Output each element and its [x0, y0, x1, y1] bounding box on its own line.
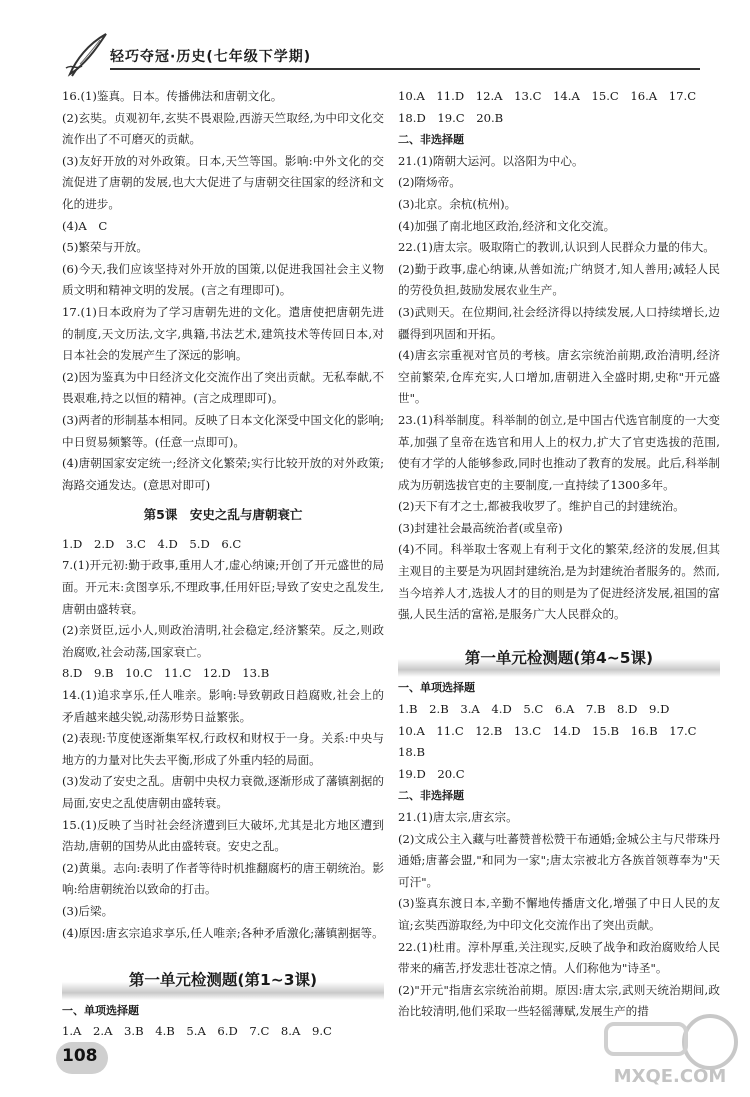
answer-line: 10.A 11.D 12.A 13.C 14.A 15.C 16.A 17.C: [398, 89, 697, 103]
answer-line: 22.(1)杜甫。淳朴厚重,关注现实,反映了战争和政治腐败给人民带来的痛苦,抒发悲壮苍凉之情。人们称他为"诗圣"。: [398, 939, 720, 976]
lesson-5-heading: 第5课 安史之乱与唐朝衰亡: [143, 507, 303, 523]
watermark-logo: [600, 1008, 740, 1092]
header-divider: [110, 68, 700, 70]
answer-line: (4)不同。科举取士客观上有利于文化的繁荣,经济的发展,但其主观目的主要是为巩固封建统治,是为封建统治者服务的。然而,当今培养人才,选拔人才的目的则是为了促进经济发展,祖国的富强,人民生活的富裕,是服务广大人民群众的。: [398, 542, 720, 622]
answer-line: (5)繁荣与开放。: [62, 240, 148, 255]
answer-line: 23.(1)科举制度。科举制的创立,是中国古代选官制度的一大变革,加强了皇帝在选官和用人上的权力,扩大了官吏选拔的范围,使有才学的人能够参政,同时也推动了教育的发展。此后,科举制成为历朝选拔官吏的主要制度,一直持续了1300多年。: [398, 412, 720, 492]
answer-line: 18.D 19.C 20.B: [398, 110, 504, 125]
answer-line: 1.A 2.A 3.B 4.B 5.A 6.D 7.C 8.A 9.C: [62, 1024, 332, 1039]
answer-line: (2)玄奘。贞观初年,玄奘不畏艰险,西游天竺取经,为中印文化交流作出了不可磨灭的贡献。: [62, 110, 384, 147]
unit-test-2-subheading: 二、非选择题: [398, 789, 464, 803]
unit-test-2-title: 第一单元检测题(第4~5课): [464, 648, 654, 667]
answer-line: (2)黄巢。志向:表明了作者等待时机推翻腐朽的唐王朝统治。影响:给唐朝统治以致命的打击。: [62, 860, 384, 897]
answer-line: (2)表现:节度使逐渐集军权,行政权和财权于一身。关系:中央与地方的力量对比失去平衡,形成了外重内轻的局面。: [62, 731, 384, 767]
answer-line: 1.D 2.D 3.C 4.D 5.D 6.C: [62, 536, 242, 551]
answer-line: (4)加强了南北地区政治,经济和文化交流。: [398, 218, 616, 233]
answer-line: (4)A C: [62, 218, 108, 233]
page-header: [62, 30, 702, 82]
unit-test-1-subheading: 一、单项选择题: [62, 1003, 139, 1017]
answer-line: (2)因为鉴真为中日经济文化交流作出了突出贡献。无私奉献,不畏艰难,持之以恒的精神。(言之成理即可)。: [62, 369, 384, 406]
answer-line: (3)武则天。在位期间,社会经济得以持续发展,人口持续增长,边疆得到巩固和开拓。: [398, 304, 720, 341]
answer-line: (4)唐玄宗重视对官员的考核。唐玄宗统治前期,政治清明,经济空前繁荣,仓库充实,人口增加,唐朝进入全盛时期,史称"开元盛世"。: [398, 348, 720, 406]
watermark-text: MXQE.COM: [613, 1066, 727, 1087]
answer-line: (2)勤于政事,虚心纳谏,从善如流;广纳贤才,知人善用;减轻人民的劳役负担,鼓励发展农业生产。: [398, 261, 720, 298]
answer-line: (3)鉴真东渡日本,辛勤不懈地传播唐文化,增强了中日人民的友谊;玄奘西游取经,为中印文化交流作出了突出贡献。: [398, 896, 720, 932]
answer-line: 17.(1)日本政府为了学习唐朝先进的文化。遣唐使把唐朝先进的制度,天文历法,文字,典籍,书法艺术,建筑技术等传回日本,对日本社会的发展产生了深远的影响。: [62, 304, 384, 363]
answer-line: (2)隋炀帝。: [398, 175, 461, 190]
unit-test-2-subheading: 一、单项选择题: [398, 681, 475, 695]
right-column: [398, 86, 720, 1023]
answer-line: 15.(1)反映了当时社会经济遭到巨大破坏,尤其是北方地区遭到浩劫,唐朝的国势从此由盛转衰。安史之乱。: [62, 817, 384, 854]
answer-line: 10.A 11.C 12.B 13.C 14.D 15.B 16.B 17.C 18.B: [398, 723, 709, 760]
answer-line: 16.(1)鉴真。日本。传播佛法和唐朝文化。: [62, 89, 283, 103]
answer-line: (3)北京。余杭(杭州)。: [398, 196, 517, 211]
book-series-title: 轻巧夺冠·历史(七年级下学期): [110, 49, 312, 65]
quill-pen-icon: [62, 30, 112, 80]
answer-line: 21.(1)隋朝大运河。以洛阳为中心。: [398, 153, 584, 168]
answer-line: 7.(1)开元初:勤于政事,重用人才,虚心纳谏;开创了开元盛世的局面。开元末:贪图享乐,不理政事,任用奸臣;导致了安史之乱发生,唐朝由盛转衰。: [62, 558, 384, 616]
answer-line: 22.(1)唐太宗。吸取隋亡的教训,认识到人民群众力量的伟大。: [398, 240, 715, 255]
answer-line: (3)发动了安史之乱。唐朝中央权力衰微,逐渐形成了藩镇割据的局面,安史之乱使唐朝由盛转衰。: [62, 774, 384, 810]
answer-line: (2)"开元"指唐玄宗统治前期。原因:唐太宗,武则天统治期间,政治比较清明,他们采取一些轻徭薄赋,发展生产的措: [398, 982, 720, 1019]
answer-line: (4)唐朝国家安定统一;经济文化繁荣;实行比较开放的对外政策;海路交通发达。(意思对即可): [62, 456, 384, 492]
answer-line: (2)文成公主入藏与吐蕃赞普松赞干布通婚;金城公主与尺带珠丹通婚;唐蕃会盟,"和同为一家";唐太宗被北方各族首领尊奉为"天可汗"。: [398, 831, 720, 889]
answer-line: (3)后梁。: [62, 903, 114, 918]
answer-line: 1.B 2.B 3.A 4.D 5.C 6.A 7.B 8.D 9.D: [398, 702, 670, 717]
answer-line: (3)两者的形制基本相同。反映了日本文化深受中国文化的影响;中日贸易频繁等。(任意一点即可)。: [62, 412, 384, 449]
answer-line: (3)友好开放的对外政策。日本,天竺等国。影响:中外文化的交流促进了唐朝的发展,也大大促进了与唐朝交往国家的经济和文化的进步。: [62, 153, 384, 211]
answer-line: 19.D 20.C: [398, 766, 465, 781]
page-number: 108: [62, 1046, 104, 1074]
answer-line: 21.(1)唐太宗,唐玄宗。: [398, 810, 518, 824]
left-column: [62, 86, 384, 1043]
answer-line: (4)原因:唐玄宗追求享乐,任人唯亲;各种矛盾激化;藩镇割据等。: [62, 925, 384, 940]
answer-line: (2)天下有才之士,都被我收罗了。维护自己的封建统治。: [398, 499, 685, 514]
answer-line: (3)封建社会最高统治者(或皇帝): [398, 520, 563, 535]
answer-line: 8.D 9.B 10.C 11.C 12.D 13.B: [62, 666, 270, 681]
section-subheading: 二、非选择题: [398, 133, 464, 147]
unit-test-1-title: 第一单元检测题(第1~3课): [128, 971, 318, 990]
answer-line: (6)今天,我们应该坚持对外开放的国策,以促进我国社会主义物质文明和精神文明的发展。(言之有理即可)。: [62, 261, 384, 298]
answer-line: (2)亲贤臣,远小人,则政治清明,社会稳定,经济繁荣。反之,则政治腐败,社会动荡,国家衰亡。: [62, 623, 384, 659]
answer-line: 14.(1)追求享乐,任人唯亲。影响:导致朝政日趋腐败,社会上的矛盾越来越尖锐,动荡形势日益繁张。: [62, 688, 384, 724]
